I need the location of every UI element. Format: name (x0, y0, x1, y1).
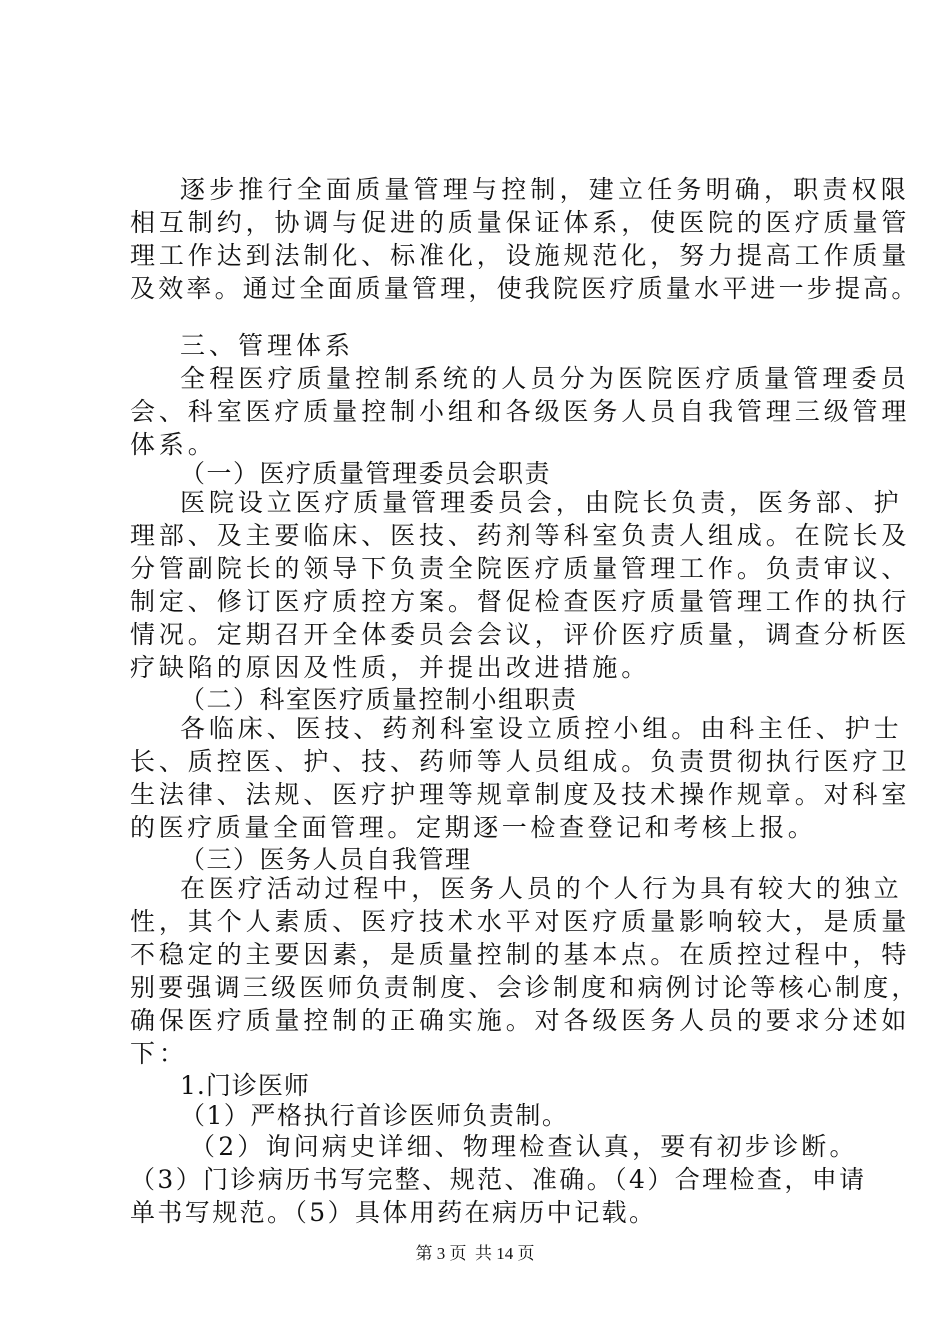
subsection-heading: （三）医务人员自我管理 (180, 845, 472, 874)
list-item: （2）询问病史详细、物理检查认真，要有初步诊断。 (190, 1132, 858, 1161)
text-line: 理工作达到法制化、标准化，设施规范化，努力提高工作质量 (130, 241, 911, 270)
text-line: 及效率。通过全面质量管理，使我院医疗质量水平进一步提高。 (130, 274, 920, 303)
list-item: （1）严格执行首诊医师负责制。 (180, 1101, 569, 1130)
text-line: 别要强调三级医师负责制度、会诊制度和病例讨论等核心制度， (130, 973, 920, 1002)
text-line: 全程医疗质量控制系统的人员分为医院医疗质量管理委员 (180, 364, 911, 393)
text-line: 制定、修订医疗质控方案。督促检查医疗质量管理工作的执行 (130, 587, 911, 616)
text-line: 各临床、医技、药剂科室设立质控小组。由科主任、护士 (180, 714, 903, 743)
text-line: 逐步推行全面质量管理与控制，建立任务明确，职责权限 (180, 175, 911, 204)
text-line: 生法律、法规、医疗护理等规章制度及技术操作规章。对科室 (130, 780, 911, 809)
subsection-heading: （一）医疗质量管理委员会职责 (180, 459, 552, 488)
subsection-heading: （二）科室医疗质量控制小组职责 (180, 685, 578, 714)
text-line: 下： (130, 1039, 188, 1068)
text-line: 长、质控医、护、技、药师等人员组成。负责贯彻执行医疗卫 (130, 747, 911, 776)
text-line: 体系。 (130, 430, 217, 459)
text-line: 医院设立医疗质量管理委员会，由院长负责，医务部、护 (180, 488, 903, 517)
text-line: 在医疗活动过程中，医务人员的个人行为具有较大的独立 (180, 874, 903, 903)
list-item: 单书写规范。（5）具体用药在病历中记载。 (130, 1198, 657, 1227)
text-line: 性，其个人素质、医疗技术水平对医疗质量影响较大，是质量 (130, 907, 911, 936)
text-line: 理部、及主要临床、医技、药剂等科室负责人组成。在院长及 (130, 521, 911, 550)
text-line: 不稳定的主要因素，是质量控制的基本点。在质控过程中，特 (130, 940, 911, 969)
section-heading: 三、管理体系 (180, 331, 355, 360)
list-item: （3）门诊病历书写完整、规范、准确。（4）合理检查，申请 (130, 1165, 867, 1194)
text-line: 疗缺陷的原因及性质，并提出改进措施。 (130, 653, 651, 682)
text-line: 确保医疗质量控制的正确实施。对各级医务人员的要求分述如 (130, 1006, 911, 1035)
text-line: 会、科室医疗质量控制小组和各级医务人员自我管理三级管理 (130, 397, 911, 426)
text-line: 的医疗质量全面管理。定期逐一检查登记和考核上报。 (130, 813, 817, 842)
page-number-footer: 第 3 页 共 14 页 (415, 1244, 535, 1263)
text-line: 分管副院长的领导下负责全院医疗质量管理工作。负责审议、 (130, 554, 911, 583)
list-heading: 1.门诊医师 (180, 1071, 310, 1100)
text-line: 相互制约，协调与促进的质量保证体系，使医院的医疗质量管 (130, 208, 911, 237)
text-line: 情况。定期召开全体委员会会议，评价医疗质量，调查分析医 (130, 620, 911, 649)
